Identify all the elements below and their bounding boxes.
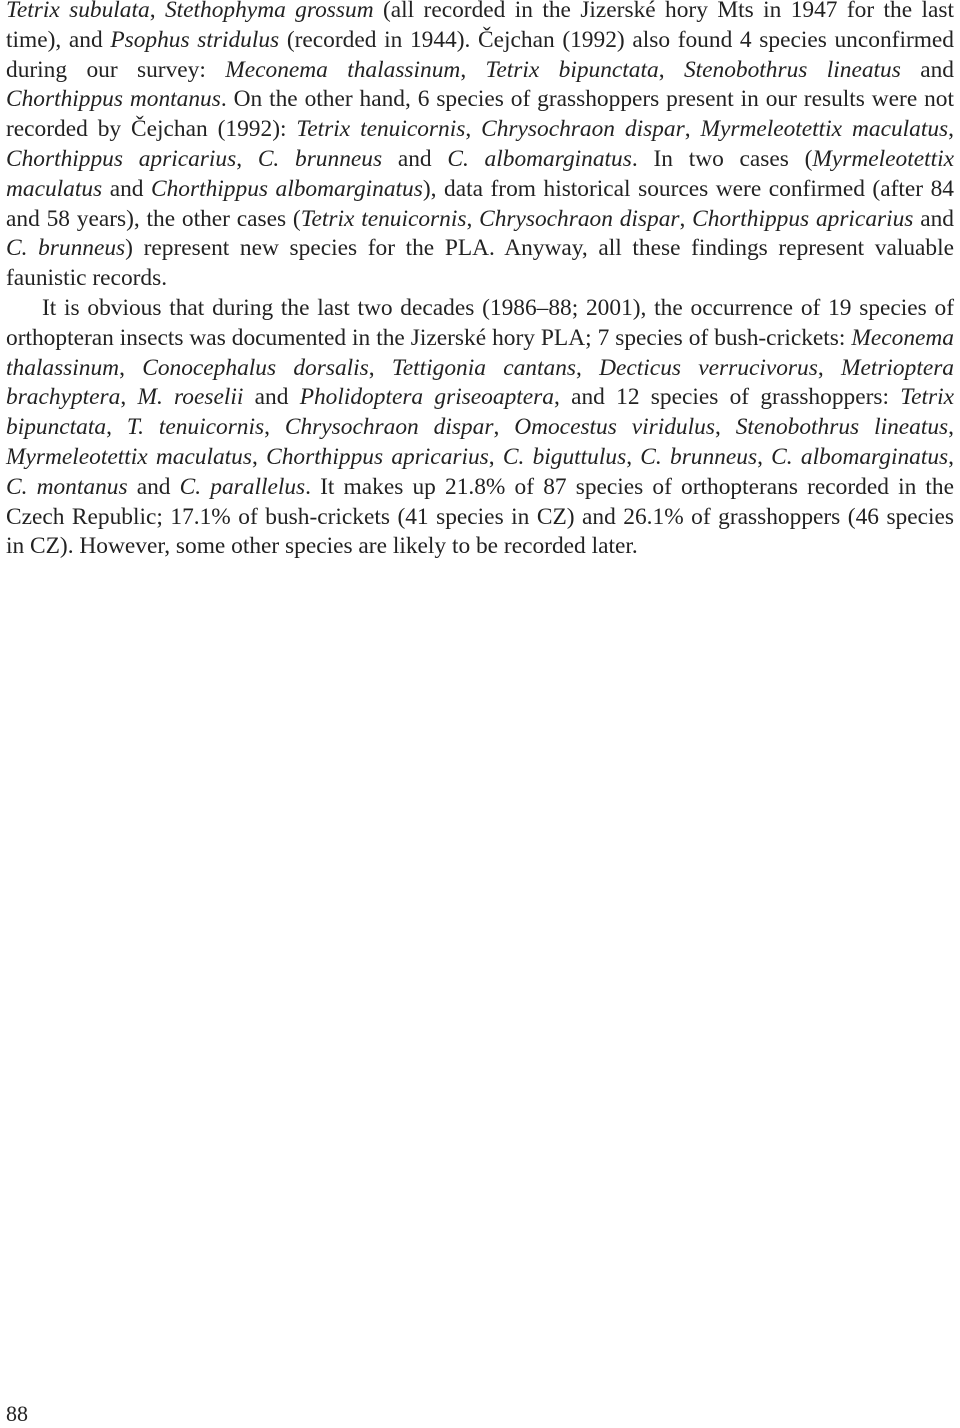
species-name: Chrysochraon dispar xyxy=(284,414,494,441)
species-name: Tetrix bipunctata xyxy=(485,56,659,83)
text-run: and xyxy=(127,473,180,500)
species-name: C. albomarginatus xyxy=(771,443,949,470)
article-text xyxy=(6,0,954,562)
page-body xyxy=(6,0,954,562)
species-name: Omocestus viridulus xyxy=(514,414,715,441)
text-run: , xyxy=(149,0,165,23)
text-run: , xyxy=(466,205,480,232)
species-name: Meconema thalassinum xyxy=(6,324,954,381)
text-run: , xyxy=(120,384,138,411)
species-name: Chorthippus apricarius xyxy=(6,145,237,172)
text-run: and xyxy=(243,384,300,411)
species-name: Chorthippus albomarginatus xyxy=(151,175,423,202)
species-name: Conocephalus dorsalis xyxy=(142,354,369,381)
text-run: . On the other hand, 6 species of grasshoppers present in our results were not recorded by Čejchan (1992): xyxy=(6,86,955,143)
species-name: C. montanus xyxy=(6,473,128,500)
species-name: Chorthippus montanus xyxy=(6,86,221,113)
text-run: , xyxy=(817,354,841,381)
text-run: , xyxy=(757,443,772,470)
text-run: ), data from historical sources were confirmed (after 84 and 58 years), the other cases ( xyxy=(6,175,954,232)
species-name: Psophus stridulus xyxy=(110,26,280,53)
paragraph-1 xyxy=(6,0,954,294)
species-name: Myrmeleotettix maculatus xyxy=(6,145,954,202)
text-run: , xyxy=(948,443,955,470)
text-run: , xyxy=(493,414,515,441)
text-run: , xyxy=(679,205,693,232)
species-name: C. brunneus xyxy=(640,443,758,470)
text-run: , xyxy=(368,354,392,381)
text-run: , xyxy=(264,414,285,441)
species-name: Decticus verrucivorus xyxy=(599,354,818,381)
text-run: , xyxy=(119,354,143,381)
text-run: . It makes up 21.8% of 87 species of orthopterans recorded in the Czech Republic; 17.1% of bush-crickets (41 species in CZ) and 26.1% of grasshoppers (46 species in CZ). However, some other species are likely to be recorded later. xyxy=(6,473,954,560)
text-run: , xyxy=(626,443,641,470)
text-run: and xyxy=(900,56,954,83)
text-run: It is obvious that during the last two decades (1986–88; 2001), the occurrence of 19 species of orthopteran insects was documented in the Jizerské hory PLA; 7 species of bush-crickets: xyxy=(6,294,954,351)
species-name: T. tenuicornis xyxy=(126,414,265,441)
text-run: and xyxy=(102,175,152,202)
text-run: , xyxy=(465,116,482,143)
species-name: C. albomarginatus xyxy=(447,145,632,172)
species-name: Myrmeleotettix maculatus xyxy=(700,116,949,143)
species-name: Stenobothrus lineatus xyxy=(683,56,901,83)
text-run: and xyxy=(913,205,954,232)
paragraph-2 xyxy=(6,294,954,562)
species-name: Tetrix tenuicornis xyxy=(296,116,466,143)
text-run: and xyxy=(382,145,448,172)
text-run: , xyxy=(684,116,701,143)
text-run: , xyxy=(236,145,258,172)
text-run: , xyxy=(576,354,600,381)
species-name: C. brunneus xyxy=(6,235,126,262)
species-name: Meconema thalassinum xyxy=(225,56,461,83)
text-run: , xyxy=(106,414,127,441)
species-name: Chrysochraon dispar xyxy=(479,205,680,232)
species-name: Chorthippus apricarius xyxy=(692,205,914,232)
species-name: C. brunneus xyxy=(257,145,383,172)
text-run: , xyxy=(251,443,267,470)
text-run: . In two cases ( xyxy=(631,145,813,172)
text-run: , xyxy=(948,116,954,143)
text-run: ) represent new species for the PLA. Anyway, all these findings represent valuable faunistic records. xyxy=(6,235,954,292)
text-run: , xyxy=(948,414,954,441)
text-run: , xyxy=(658,56,684,83)
text-run: (recorded in 1944). Čejchan (1992) also found 4 species unconfirmed during our survey: xyxy=(6,26,955,83)
species-name: C. biguttulus xyxy=(502,443,627,470)
species-name: Myrmeleotettix maculatus xyxy=(6,443,252,470)
species-name: Chorthippus apricarius xyxy=(266,443,489,470)
text-run: , xyxy=(460,56,486,83)
species-name: Metrioptera brachyptera xyxy=(6,354,955,411)
species-name: Pholidoptera griseoaptera xyxy=(299,384,554,411)
page-number: 88 xyxy=(6,1401,28,1426)
text-run: , xyxy=(714,414,736,441)
species-name: Tettigonia cantans xyxy=(391,354,576,381)
species-name: Tetrix subulata xyxy=(6,0,150,23)
species-name: M. roeselii xyxy=(137,384,244,411)
species-name: C. parallelus xyxy=(179,473,306,500)
text-run: , and 12 species of grasshoppers: xyxy=(553,384,901,411)
species-name: Stethophyma grossum xyxy=(164,0,374,23)
species-name: Chrysochraon dispar xyxy=(481,116,685,143)
species-name: Stenobothrus lineatus xyxy=(735,414,949,441)
species-name: Tetrix tenuicornis xyxy=(300,205,467,232)
species-name: Tetrix bipunctata xyxy=(6,384,954,441)
text-run: , xyxy=(488,443,503,470)
text-run: (all recorded in the Jizerské hory Mts in 1947 for the last time), and xyxy=(6,0,954,53)
